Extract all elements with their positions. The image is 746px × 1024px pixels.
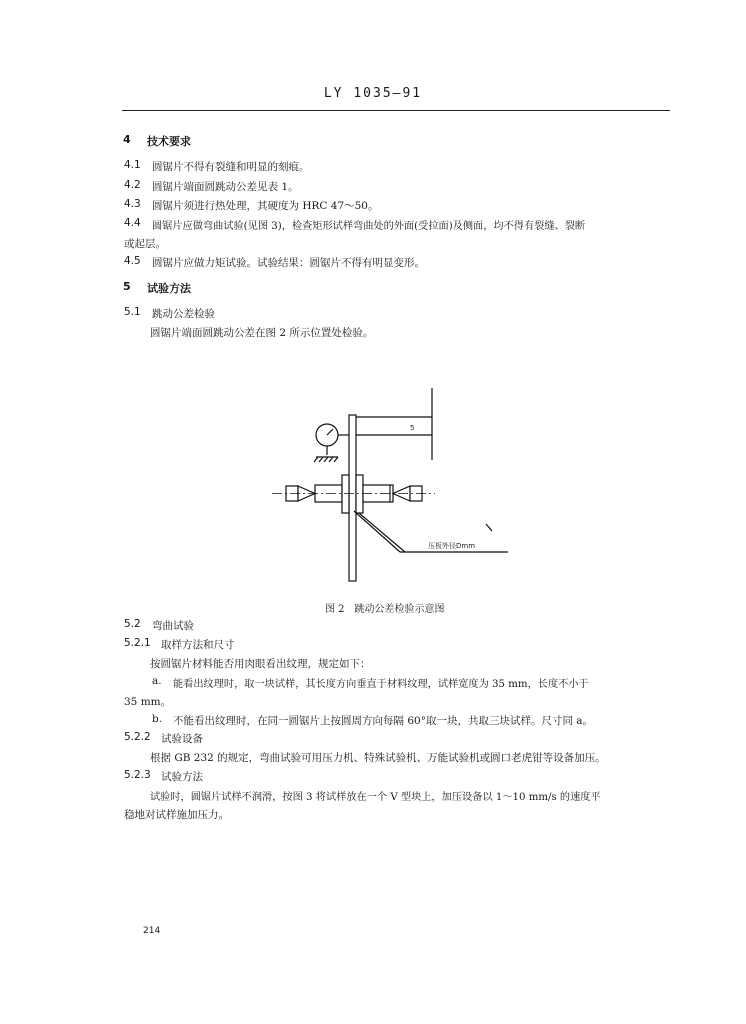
section-4-number: 4	[123, 133, 131, 146]
clause-5-2-3-text-line2: 稳地对试样施加压力。	[124, 809, 229, 821]
item-a-label: a.	[152, 675, 162, 687]
clause-5-2-title: 弯曲试验	[152, 620, 194, 632]
saw-blade-plate	[349, 415, 356, 581]
clause-4-5-text: 圆锯片应做力矩试验。试验结果：圆锯片不得有明显变形。	[152, 257, 425, 269]
figure-2-caption: 图 2 跳动公差检验示意图	[325, 604, 445, 615]
clause-5-2-3-number: 5.2.3	[124, 769, 151, 781]
clause-4-2-number: 4.2	[124, 179, 141, 191]
clause-4-1-number: 4.1	[124, 159, 141, 171]
dimension-label: 5	[410, 424, 415, 432]
header-rule	[122, 110, 670, 111]
section-5-number: 5	[123, 280, 131, 293]
flange-left	[342, 475, 349, 513]
flange-right	[356, 475, 363, 513]
clause-5-2-number: 5.2	[124, 618, 141, 630]
page-number: 214	[143, 926, 161, 936]
item-b-label: b.	[152, 713, 163, 725]
clause-5-2-1-title: 取样方法和尺寸	[161, 639, 235, 651]
clause-4-4-text-line2: 或起层。	[124, 238, 166, 250]
standard-number-header: LY 1035—91	[323, 86, 423, 101]
item-b-text: 不能看出纹理时，在同一圆锯片上按圆周方向每隔 60°取一块，共取三块试样。尺寸同 a。	[173, 715, 594, 727]
clause-4-4-number: 4.4	[124, 217, 141, 229]
clause-4-2-text: 圆锯片端面圆跳动公差见表 1。	[152, 181, 299, 193]
clause-5-2-1-number: 5.2.1	[124, 637, 151, 649]
clause-4-4-text-line1: 圆锯片应做弯曲试验(见图 3)，检查矩形试样弯曲处的外面(受拉面)及侧面，均不得有裂缝、裂断	[152, 221, 586, 232]
clause-4-5-number: 4.5	[124, 255, 141, 267]
item-a-text-line2: 35 mm。	[124, 696, 172, 708]
section-4-title: 技术要求	[147, 135, 191, 148]
clause-5-1-number: 5.1	[124, 306, 141, 318]
clause-5-2-3-text-line1: 试验时，圆锯片试样不润滑，按图 3 将试样放在一个 V 型块上，加压设备以 1～10 mm/s 的速度平	[150, 792, 601, 803]
leader-line-2	[359, 513, 405, 552]
leader-line-1	[354, 511, 400, 552]
clause-5-1-title: 跳动公差检验	[152, 308, 215, 320]
clause-5-2-2-text: 根据 GB 232 的规定，弯曲试验可用压力机、特殊试验机、万能试验机或圆口老虎钳等设备加压。	[150, 752, 606, 764]
clause-5-2-3-title: 试验方法	[161, 771, 203, 783]
section-5-title: 试验方法	[147, 282, 191, 295]
clause-5-2-1-intro: 按圆锯片材料能否用肉眼看出纹理，规定如下：	[150, 658, 371, 670]
item-a-text-line1: 能看出纹理时，取一块试样，其长度方向垂直于材料纹理，试样宽度为 35 mm，长度不小于	[173, 679, 589, 690]
clause-4-3-text: 圆锯片须进行热处理，其硬度为 HRC 47～50。	[152, 200, 379, 212]
runout-inspection-diagram	[270, 385, 530, 585]
clause-4-3-number: 4.3	[124, 198, 141, 210]
clause-5-2-2-number: 5.2.2	[124, 731, 151, 743]
clause-4-1-text: 圆锯片不得有裂缝和明显的刻痕。	[152, 161, 310, 173]
clause-5-1-text: 圆锯片端面圆跳动公差在图 2 所示位置处检验。	[150, 327, 374, 339]
clause-5-2-2-title: 试验设备	[161, 733, 203, 745]
leader-label: 压板外径Dmm	[428, 542, 476, 550]
